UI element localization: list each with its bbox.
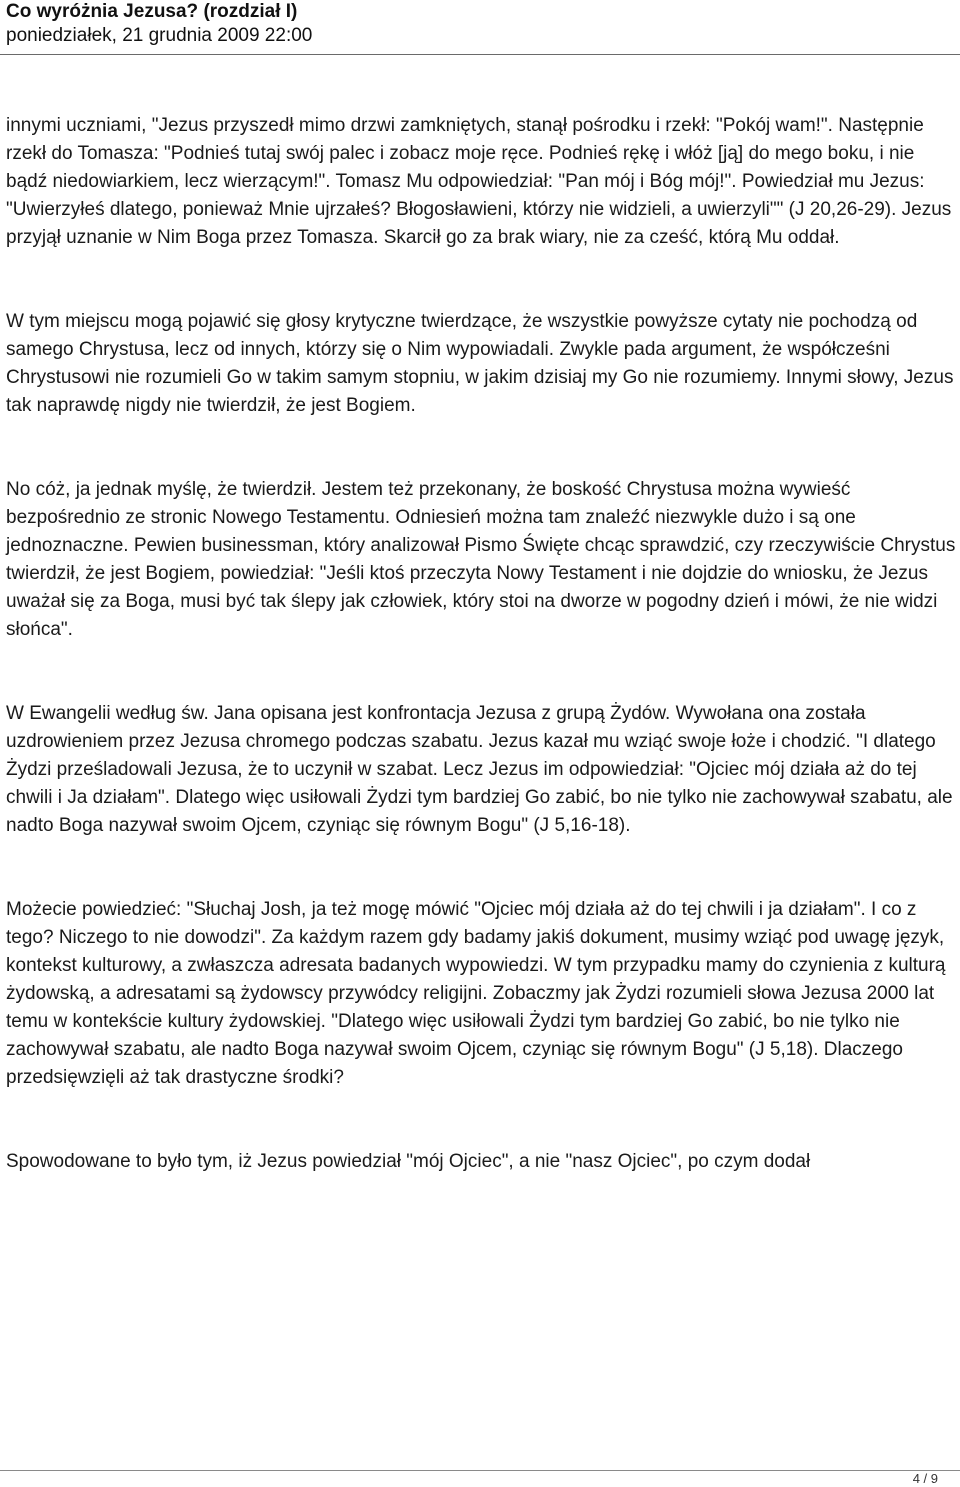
paragraph: Spowodowane to było tym, iż Jezus powiedział "mój Ojciec", a nie "nasz Ojciec", po czym dodał bbox=[6, 1151, 811, 1172]
paragraph: No cóż, ja jednak myślę, że twierdził. Jestem też przekonany, że boskość Chrystusa można wywieść bezpośrednio ze stronic Nowego Testamentu. Odniesień można tam znaleźć niezwykle dużo i są one jednoznaczne. Pewien businessman, który analizował Pismo Święte chcąc sprawdzić, czy rzeczywiście Chrystus twierdził, że jest Bogiem, powiedział: "Jeśli ktoś przeczyta Nowy Testament i nie dojdzie do wniosku, że Jezus uważał się za Boga, musi być tak ślepy jak człowiek, który stoi na dworze w pogodny dzień i mówi, że nie widzi słońca". bbox=[6, 479, 956, 640]
header-divider bbox=[0, 54, 960, 55]
publication-date: poniedziałek, 21 grudnia 2009 22:00 bbox=[6, 25, 313, 46]
page-header bbox=[6, 0, 954, 48]
document-title: Co wyróżnia Jezusa? (rozdział I) bbox=[6, 1, 298, 22]
page-number: 4 / 9 bbox=[912, 1471, 938, 1486]
article-body bbox=[6, 112, 956, 1176]
paragraph: W tym miejscu mogą pojawić się głosy krytyczne twierdzące, że wszystkie powyższe cytaty nie pochodzą od samego Chrystusa, lecz od innych, którzy się o Nim wypowiadali. Zwykle pada argument, że współcześni Chrystusowi nie rozumieli Go w takim samym stopniu, w jakim dzisiaj my Go nie rozumiemy. Innymi słowy, Jezus tak naprawdę nigdy nie twierdził, że jest Bogiem. bbox=[6, 311, 954, 416]
footer-divider bbox=[0, 1470, 960, 1471]
paragraph: W Ewangelii według św. Jana opisana jest konfrontacja Jezusa z grupą Żydów. Wywołana ona została uzdrowieniem przez Jezusa chromego podczas szabatu. Jezus kazał mu wziąć swoje łoże i chodzić. "I dlatego Żydzi prześladowali Jezusa, że to uczynił w szabat. Lecz Jezus im odpowiedział: "Ojciec mój działa aż do tej chwili i Ja działam". Dlatego więc usiłowali Żydzi tym bardziej Go zabić, bo nie tylko nie zachowywał szabatu, ale nadto Boga nazywał swoim Ojcem, czyniąc się równym Bogu" (J 5,16-18). bbox=[6, 703, 953, 836]
paragraph: Możecie powiedzieć: "Słuchaj Josh, ja też mogę mówić "Ojciec mój działa aż do tej chwili i ja działam". I co z tego? Niczego to nie dowodzi". Za każdym razem gdy badamy jakiś dokument, musimy wziąć pod uwagę język, kontekst kulturowy, a zwłaszcza adresata badanych wypowiedzi. W tym przypadku mamy do czynienia z kulturą żydowską, a adresatami są żydowscy przywódcy religijni. Zobaczmy jak Żydzi rozumieli słowa Jezusa 2000 lat temu w kontekście kultury żydowskiej. "Dlatego więc usiłowali Żydzi tym bardziej Go zabić, bo nie tylko nie zachowywał szabatu, ale nadto Boga nazywał swoim Ojcem, czyniąc się równym Bogu" (J 5,18). Dlaczego przedsięwzięli aż tak drastyczne środki? bbox=[6, 899, 946, 1088]
paragraph: innymi uczniami, "Jezus przyszedł mimo drzwi zamkniętych, stanął pośrodku i rzekł: "Pokój wam!". Następnie rzekł do Tomasza: "Podnieś tutaj swój palec i zobacz moje ręce. Podnieś rękę i włóż [ją] do mego boku, i nie bądź niedowiarkiem, lecz wierzącym!". Tomasz Mu odpowiedział: "Pan mój i Bóg mój!". Powiedział mu Jezus: "Uwierzyłeś dlatego, ponieważ Mnie ujrzałeś? Błogosławieni, którzy nie widzieli, a uwierzyli"" (J 20,26-29). Jezus przyjął uznanie w Nim Boga przez Tomasza. Skarcił go za brak wiary, nie za cześć, którą Mu oddał. bbox=[6, 115, 952, 248]
